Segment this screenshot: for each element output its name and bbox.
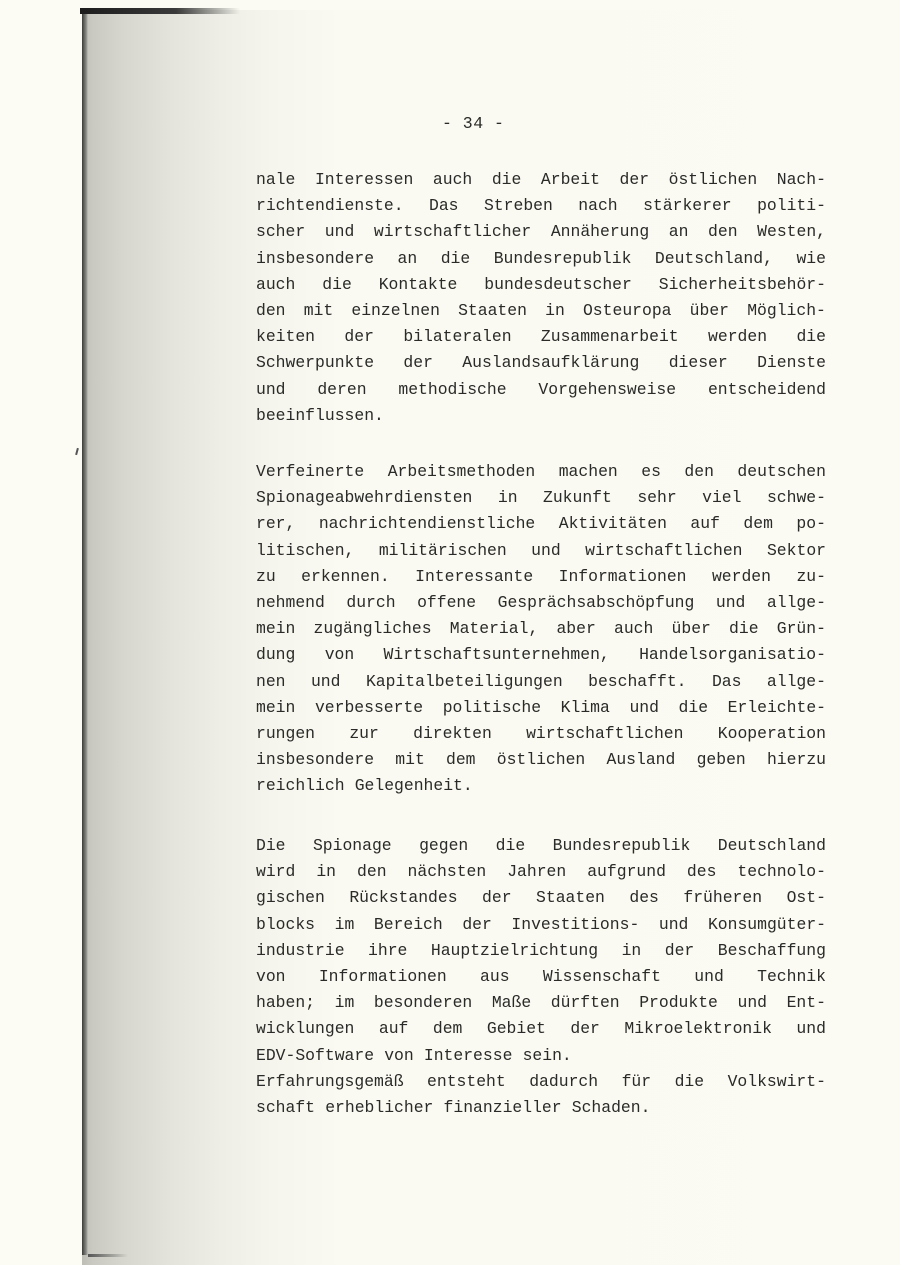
- text-line: [256, 459, 826, 485]
- word: EDV-Software: [256, 1045, 375, 1065]
- word: wirtschaftlichen: [526, 723, 684, 743]
- word: erheblicher: [325, 1097, 434, 1117]
- text-line: [256, 377, 826, 403]
- word: über: [671, 619, 711, 639]
- word: die: [440, 248, 471, 268]
- word: nächsten: [407, 862, 487, 882]
- word: blocks: [256, 914, 316, 934]
- word: aber: [556, 619, 596, 639]
- text-line: [256, 403, 826, 429]
- word: nehmend: [256, 592, 325, 612]
- paragraph-1: [256, 167, 826, 429]
- text-line: [256, 773, 826, 799]
- word: der: [403, 353, 433, 373]
- text-line: [256, 1016, 826, 1042]
- word: Schaden.: [571, 1097, 651, 1117]
- word: und: [715, 592, 746, 612]
- text-line: [256, 1043, 826, 1069]
- word: der: [570, 1019, 600, 1039]
- word: besonderen: [373, 993, 473, 1013]
- word: Möglich-: [747, 300, 826, 320]
- word: Interesse: [423, 1045, 513, 1065]
- word: Handelsorganisatio-: [639, 645, 826, 665]
- word: von: [256, 966, 286, 986]
- word: mein: [256, 697, 296, 717]
- text-line: [256, 990, 826, 1016]
- paragraph-3: [256, 833, 826, 1121]
- word: machen: [558, 462, 618, 481]
- text-line: [256, 350, 826, 376]
- word: der: [619, 170, 650, 189]
- word: Spionage: [312, 836, 392, 855]
- word: den: [708, 222, 738, 242]
- word: und: [629, 697, 659, 717]
- word: Hauptzielrichtung: [430, 940, 599, 960]
- word: wicklungen: [256, 1019, 355, 1039]
- word: beschafft.: [588, 671, 687, 691]
- word: verbesserte: [314, 697, 424, 717]
- word: industrie: [256, 940, 345, 960]
- word: Beschaffung: [717, 940, 826, 960]
- word: nale: [256, 170, 296, 189]
- word: scher: [256, 222, 306, 242]
- text-line: [256, 833, 826, 859]
- word: des: [629, 888, 659, 908]
- word: der: [462, 914, 492, 934]
- word: östlichen: [496, 750, 586, 770]
- word: durch: [346, 592, 396, 612]
- word: geben: [696, 750, 746, 770]
- word: werden: [708, 327, 768, 347]
- word: Konsumgüter-: [707, 914, 826, 934]
- word: Streben: [483, 196, 553, 216]
- word: und: [324, 222, 355, 242]
- text-line: [256, 193, 826, 219]
- word: Produkte: [639, 993, 718, 1013]
- word: die: [491, 170, 522, 189]
- text-line: [256, 1095, 826, 1121]
- text-line: [256, 324, 826, 350]
- word: den: [684, 462, 714, 481]
- word: Gesprächsabschöpfung: [497, 592, 695, 612]
- word: Ost-: [786, 888, 826, 908]
- page-top-edge-shadow: [80, 8, 240, 14]
- word: Bereich: [373, 914, 443, 934]
- word: entsteht: [427, 1071, 506, 1091]
- word: Staaten: [536, 888, 605, 908]
- word: den: [256, 300, 286, 320]
- word: Staaten: [458, 300, 527, 320]
- text-line: [256, 564, 826, 590]
- word: erkennen.: [301, 566, 390, 586]
- word: hierzu: [766, 750, 826, 770]
- word: Vorgehensweise: [538, 379, 677, 399]
- word: zur: [349, 723, 379, 743]
- word: Das: [429, 196, 459, 216]
- word: zu: [256, 566, 276, 586]
- word: Mikroelektronik: [624, 1019, 772, 1039]
- text-line: [256, 485, 826, 511]
- word: dadurch: [529, 1071, 599, 1091]
- word: an: [397, 248, 418, 268]
- text-line: [256, 859, 826, 885]
- word: Gelegenheit.: [354, 776, 473, 796]
- word: keiten: [256, 327, 316, 347]
- word: zugängliches: [313, 619, 432, 639]
- word: Ent-: [786, 993, 826, 1013]
- word: und: [310, 671, 341, 691]
- word: früheren: [683, 888, 763, 908]
- word: zu-: [796, 566, 826, 586]
- word: den: [357, 862, 387, 882]
- word: auf: [690, 514, 720, 534]
- word: wird: [256, 862, 296, 882]
- word: bilateralen: [403, 327, 512, 347]
- word: Wissenschaft: [542, 966, 661, 986]
- word: die: [495, 836, 526, 855]
- word: Auslandsaufklärung: [462, 353, 640, 373]
- word: beeinflussen.: [256, 405, 384, 425]
- word: werden: [711, 566, 771, 586]
- word: wirtschaftlicher: [373, 222, 532, 242]
- text-line: [256, 511, 826, 537]
- word: der: [482, 888, 512, 908]
- word: des: [686, 862, 717, 882]
- word: Sicherheitsbehör-: [658, 274, 826, 294]
- text-line: [256, 642, 826, 668]
- word: und: [737, 993, 767, 1013]
- word: von: [324, 645, 355, 665]
- word: und: [658, 914, 689, 934]
- word: Sektor: [766, 540, 826, 560]
- word: schaft: [256, 1097, 316, 1117]
- text-line: [256, 246, 826, 272]
- word: technolo-: [737, 862, 826, 882]
- word: Dienste: [757, 353, 826, 373]
- text-line: [256, 272, 826, 298]
- word: schwe-: [766, 488, 826, 508]
- word: mein: [256, 619, 296, 639]
- word: Wirtschaftsunternehmen,: [383, 645, 610, 665]
- word: auf: [378, 1019, 409, 1039]
- word: und: [796, 1019, 826, 1039]
- word: für: [621, 1071, 652, 1091]
- text-line: [256, 167, 826, 193]
- paragraph-2: [256, 459, 826, 799]
- word: Interessen: [314, 170, 414, 189]
- word: Deutschland,: [654, 248, 773, 268]
- word: Spionageabwehrdiensten: [256, 488, 473, 508]
- word: sehr: [637, 488, 677, 508]
- word: in: [316, 862, 337, 882]
- word: methodische: [398, 379, 507, 399]
- word: haben;: [256, 993, 316, 1013]
- word: Kooperation: [717, 723, 826, 743]
- word: dürften: [550, 993, 620, 1013]
- word: viel: [702, 488, 742, 508]
- word: einzelnen: [351, 300, 440, 320]
- word: in: [621, 940, 642, 960]
- word: nach: [578, 196, 618, 216]
- scan-outer-margin: [0, 0, 82, 1265]
- word: der: [664, 940, 695, 960]
- word: in: [497, 488, 518, 508]
- word: litischen,: [256, 540, 355, 560]
- word: richtendienste.: [256, 196, 404, 216]
- word: die: [729, 619, 759, 639]
- word: an: [668, 222, 689, 242]
- word: ihre: [368, 940, 408, 960]
- word: sein.: [522, 1045, 572, 1065]
- word: es: [641, 462, 661, 481]
- text-line: [256, 298, 826, 324]
- word: politische: [442, 697, 542, 717]
- page-binding-shadow: [82, 10, 88, 1255]
- word: deutschen: [737, 462, 826, 481]
- word: allge-: [766, 671, 826, 691]
- word: Erleichte-: [727, 697, 826, 717]
- word: Informationen: [318, 966, 447, 986]
- word: Volkswirt-: [727, 1071, 826, 1091]
- text-line: [256, 885, 826, 911]
- word: auch: [256, 274, 296, 294]
- word: der: [344, 327, 374, 347]
- text-line: [256, 219, 826, 245]
- word: Arbeitsmethoden: [387, 462, 536, 481]
- word: Deutschland: [717, 836, 826, 855]
- word: Kapitalbeteiligungen: [365, 671, 563, 691]
- word: insbesondere: [256, 248, 375, 268]
- word: auch: [613, 619, 654, 639]
- word: Klima: [560, 697, 610, 717]
- word: Bundesrepublik: [552, 836, 691, 855]
- word: die: [796, 327, 826, 347]
- word: offene: [417, 592, 477, 612]
- word: Schwerpunkte: [256, 353, 375, 373]
- word: Technik: [757, 966, 826, 986]
- word: Die: [256, 836, 286, 855]
- word: Kontakte: [378, 274, 458, 294]
- word: Ausland: [606, 750, 676, 770]
- word: und: [694, 966, 724, 986]
- word: dem: [743, 514, 773, 534]
- word: und: [531, 540, 561, 560]
- text-line: [256, 938, 826, 964]
- word: im: [334, 914, 355, 934]
- page-bottom-edge-shadow: [88, 1254, 128, 1257]
- word: im: [334, 993, 355, 1013]
- word: die: [322, 274, 352, 294]
- word: Grün-: [776, 619, 826, 639]
- word: und: [256, 379, 286, 399]
- word: aus: [480, 966, 510, 986]
- word: östlichen: [668, 170, 758, 189]
- word: Osteuropa: [582, 300, 672, 320]
- word: die: [678, 697, 709, 717]
- page-number: - 34 -: [442, 114, 505, 133]
- text-line: [256, 721, 826, 747]
- word: bundesdeutscher: [484, 274, 632, 294]
- word: Interessante: [415, 566, 534, 586]
- word: Investitions-: [511, 914, 640, 934]
- word: Material,: [449, 619, 539, 639]
- word: stärkerer: [643, 196, 732, 216]
- word: über: [689, 300, 730, 320]
- word: Aktivitäten: [558, 514, 667, 534]
- text-line: [256, 590, 826, 616]
- text-line: [256, 747, 826, 773]
- word: Westen,: [757, 222, 826, 242]
- word: Gebiet: [486, 1019, 546, 1039]
- word: Maße: [491, 993, 532, 1013]
- word: Arbeit: [540, 170, 600, 189]
- word: nen: [256, 671, 286, 691]
- word: finanzieller: [443, 1097, 562, 1117]
- word: militärischen: [378, 540, 507, 560]
- text-line: [256, 616, 826, 642]
- word: politi-: [757, 196, 826, 216]
- word: wirtschaftlichen: [585, 540, 743, 560]
- word: deren: [317, 379, 367, 399]
- text-line: [256, 669, 826, 695]
- word: dieser: [668, 353, 728, 373]
- word: nachrichtendienstliche: [318, 514, 536, 534]
- text-line: [256, 695, 826, 721]
- word: Jahren: [507, 862, 567, 882]
- word: auch: [432, 170, 473, 189]
- word: von: [384, 1045, 414, 1065]
- text-line: [256, 1069, 826, 1095]
- word: Bundesrepublik: [493, 248, 632, 268]
- word: wie: [796, 248, 826, 268]
- word: Zusammenarbeit: [540, 327, 679, 347]
- word: reichlich: [256, 776, 345, 796]
- word: po-: [796, 514, 826, 534]
- word: gischen: [256, 888, 325, 908]
- word: direkten: [413, 723, 492, 743]
- word: dung: [256, 645, 296, 665]
- word: die: [674, 1071, 705, 1091]
- word: insbesondere: [256, 750, 375, 770]
- word: in: [545, 300, 565, 320]
- text-line: [256, 912, 826, 938]
- word: mit: [303, 300, 334, 320]
- word: dem: [432, 1019, 463, 1039]
- word: Rückstandes: [349, 888, 458, 908]
- word: Zukunft: [543, 488, 612, 508]
- word: Verfeinerte: [256, 462, 365, 481]
- word: dem: [446, 750, 476, 770]
- text-line: [256, 964, 826, 990]
- word: allge-: [766, 592, 826, 612]
- word: aufgrund: [587, 862, 666, 882]
- word: Informationen: [558, 566, 687, 586]
- word: rungen: [256, 723, 316, 743]
- word: rer,: [256, 514, 296, 534]
- word: Erfahrungsgemäß: [256, 1071, 404, 1091]
- word: mit: [395, 750, 425, 770]
- word: Das: [711, 671, 742, 691]
- word: gegen: [419, 836, 469, 855]
- word: Annäherung: [550, 222, 650, 242]
- word: entscheidend: [707, 379, 826, 399]
- text-line: [256, 538, 826, 564]
- word: Nach-: [776, 170, 826, 189]
